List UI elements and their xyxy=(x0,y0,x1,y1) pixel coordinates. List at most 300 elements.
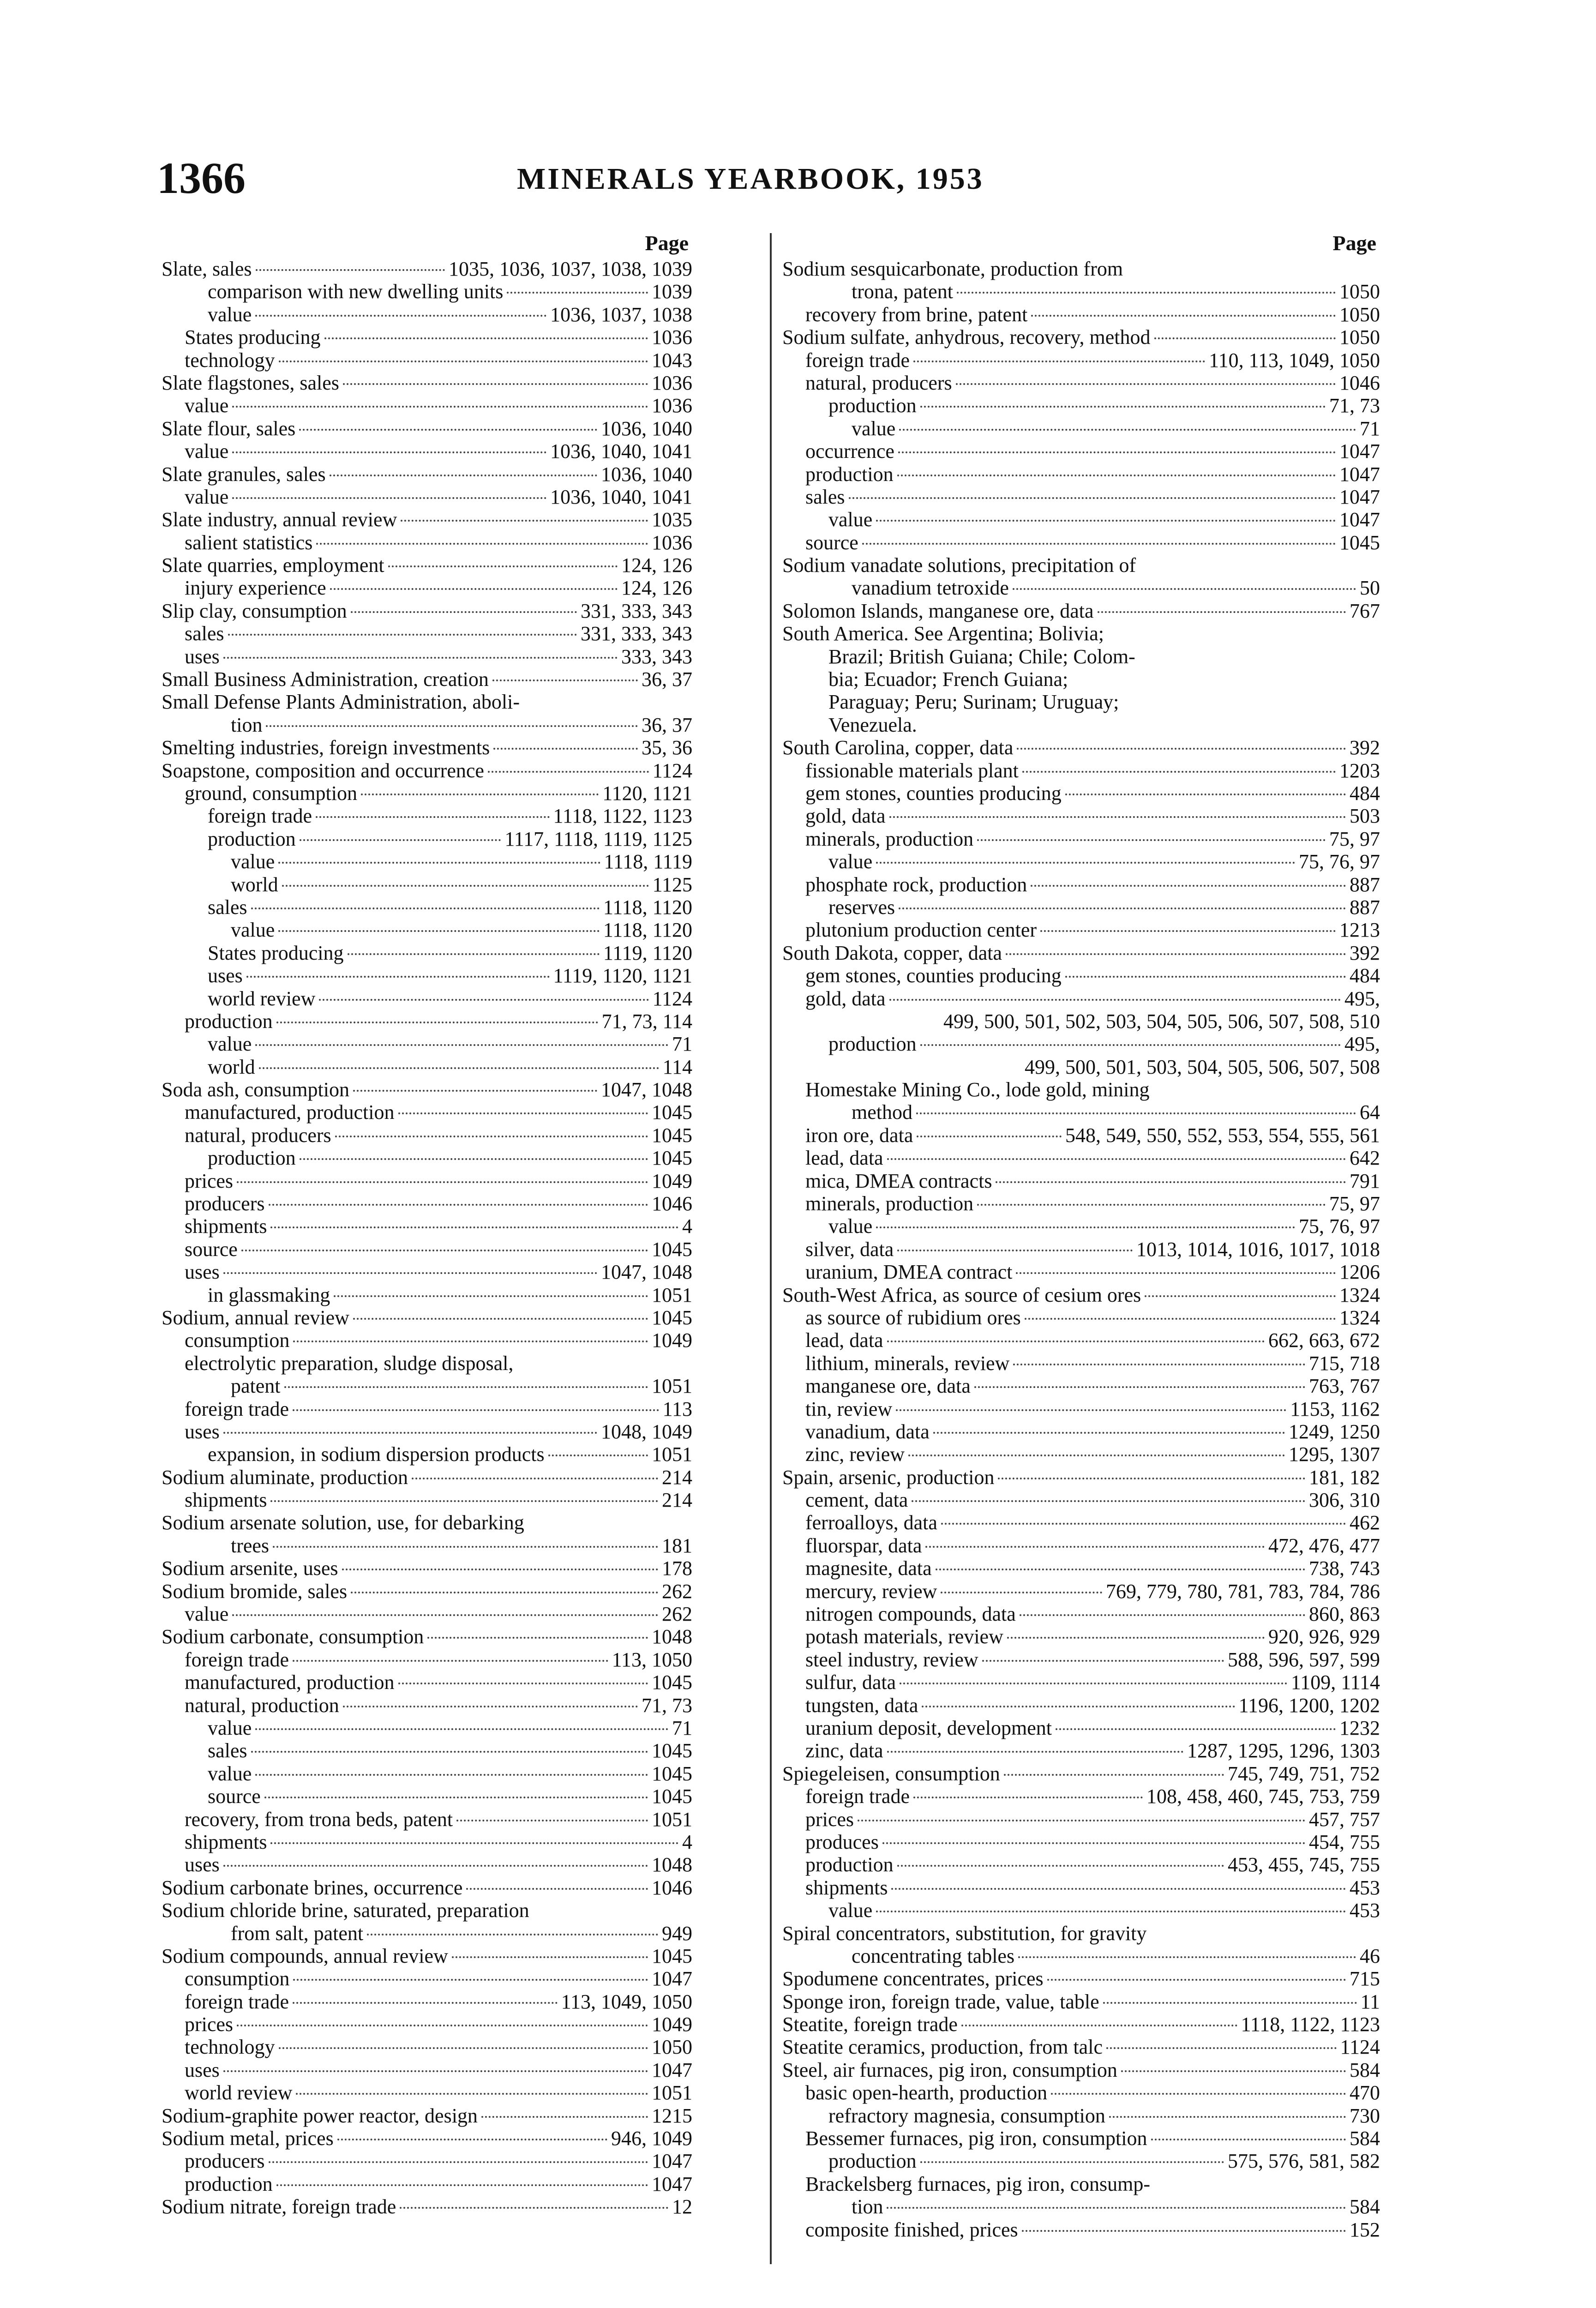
index-entry xyxy=(782,1853,1380,1876)
entry-term: value xyxy=(231,850,275,873)
entry-term: Solomon Islands, manganese ore, data xyxy=(782,599,1094,622)
entry-pages: 860, 863 xyxy=(1309,1603,1380,1626)
entry-pages: 1049 xyxy=(652,2013,692,2036)
entry-term: recovery from brine, patent xyxy=(805,303,1028,326)
dot-leader xyxy=(319,999,648,1001)
entry-pages: 110, 113, 1049, 1050 xyxy=(1209,349,1380,372)
index-entry xyxy=(162,1945,692,1967)
dot-leader xyxy=(398,1683,648,1684)
entry-term: uses xyxy=(185,1853,220,1876)
dot-leader xyxy=(279,2047,648,2049)
dot-leader xyxy=(1013,588,1356,590)
dot-leader xyxy=(300,1158,648,1160)
dot-leader xyxy=(481,2116,648,2118)
entry-pages: 181, 182 xyxy=(1309,1466,1380,1489)
index-entry xyxy=(782,1945,1380,1967)
entry-pages: 71 xyxy=(672,1033,692,1056)
entry-term: tion xyxy=(231,713,263,736)
entry-pages: 769, 779, 780, 781, 783, 784, 786 xyxy=(1106,1580,1380,1603)
running-title: MINERALS YEARBOOK, 1953 xyxy=(517,162,984,196)
entry-term: value xyxy=(185,485,229,508)
entry-term: tion xyxy=(852,2195,883,2218)
dot-leader xyxy=(269,1204,648,1206)
entry-pages: 1045 xyxy=(652,1762,692,1785)
entry-pages: 306, 310 xyxy=(1309,1489,1380,1512)
index-entry xyxy=(162,873,692,896)
dot-leader xyxy=(493,748,638,750)
index-entry xyxy=(782,1056,1380,1078)
entry-pages: 470 xyxy=(1350,2081,1380,2104)
dot-leader xyxy=(241,1250,648,1251)
index-entry xyxy=(162,987,692,1010)
dot-leader xyxy=(343,383,648,385)
dot-leader xyxy=(916,1112,1356,1114)
dot-leader xyxy=(1006,953,1346,955)
dot-leader xyxy=(316,543,648,545)
entry-term: production xyxy=(828,1033,917,1056)
entry-term: Paraguay; Peru; Surinam; Uruguay; xyxy=(828,691,1119,714)
dot-leader xyxy=(232,406,648,408)
index-entry xyxy=(162,1215,692,1238)
dot-leader xyxy=(900,1683,1287,1684)
entry-pages: 484 xyxy=(1350,964,1380,987)
entry-pages: 1050 xyxy=(1339,303,1380,326)
index-entry xyxy=(162,1101,692,1124)
dot-leader xyxy=(401,520,648,522)
dot-leader xyxy=(264,1797,648,1798)
dot-leader xyxy=(876,862,1295,864)
entry-term: Soda ash, consumption xyxy=(162,1078,349,1101)
entry-term: uranium deposit, development xyxy=(805,1717,1052,1739)
index-entry xyxy=(782,1192,1380,1215)
entry-pages: 1050 xyxy=(1339,280,1380,303)
dot-leader xyxy=(889,999,1341,1001)
entry-term: fluorspar, data xyxy=(805,1534,922,1557)
dot-leader xyxy=(897,1865,1224,1867)
index-entry xyxy=(162,1831,692,1853)
entry-pages: 920, 926, 929 xyxy=(1268,1625,1380,1648)
column-divider xyxy=(770,233,772,2264)
index-entry xyxy=(782,440,1380,463)
entry-pages: 1047 xyxy=(652,2058,692,2081)
entry-term: natural, producers xyxy=(805,371,952,394)
dot-leader xyxy=(223,1272,597,1274)
entry-term: Slate quarries, employment xyxy=(162,554,384,577)
index-entry xyxy=(782,2081,1380,2104)
entry-term: uses xyxy=(185,1420,220,1443)
index-entry xyxy=(782,1215,1380,1238)
index-entry xyxy=(162,759,692,782)
entry-term: mica, DMEA contracts xyxy=(805,1169,992,1192)
entry-pages: 1045 xyxy=(652,1147,692,1170)
entry-pages: 1324 xyxy=(1339,1306,1380,1329)
dot-leader xyxy=(232,1614,658,1616)
entry-pages: 949 xyxy=(662,1922,692,1945)
index-entry xyxy=(782,1466,1380,1489)
index-entry xyxy=(782,531,1380,554)
entry-term: Bessemer furnaces, pig iron, consumption xyxy=(805,2127,1147,2150)
entry-pages: 1051 xyxy=(652,1443,692,1466)
index-entry xyxy=(162,2059,692,2081)
entry-term: Sodium sulfate, anhydrous, recovery, method xyxy=(782,326,1151,349)
entry-pages: 75, 76, 97 xyxy=(1299,850,1380,873)
dot-leader xyxy=(398,1112,648,1114)
index-entry xyxy=(162,1420,692,1443)
dot-leader xyxy=(255,1774,648,1776)
entry-term: foreign trade xyxy=(185,1990,289,2013)
entry-pages: 495, xyxy=(1344,1033,1380,1056)
index-entry xyxy=(162,1078,692,1101)
entry-pages: 1051 xyxy=(652,2081,692,2104)
entry-pages: 887 xyxy=(1350,873,1380,896)
entry-pages: 1118, 1120 xyxy=(603,919,692,942)
entry-pages: 124, 126 xyxy=(621,577,692,600)
entry-pages: 1045 xyxy=(652,1101,692,1124)
index-entry xyxy=(162,782,692,805)
entry-term: uses xyxy=(208,964,243,987)
dot-leader xyxy=(293,1660,608,1662)
entry-term: basic open-hearth, production xyxy=(805,2081,1048,2104)
dot-leader xyxy=(1018,1956,1356,1958)
entry-term: manufactured, production xyxy=(185,1101,395,1124)
dot-leader xyxy=(548,1455,648,1456)
entry-term: value xyxy=(231,919,275,942)
dot-leader xyxy=(278,862,600,864)
dot-leader xyxy=(237,2025,648,2026)
entry-pages: 1045 xyxy=(1339,531,1380,554)
index-entry xyxy=(162,440,692,463)
entry-term: bia; Ecuador; French Guiana; xyxy=(828,668,1068,691)
index-entry xyxy=(782,1352,1380,1375)
dot-leader xyxy=(961,2025,1237,2026)
index-entry xyxy=(162,1192,692,1215)
entry-pages: 453 xyxy=(1350,1876,1380,1899)
entry-term: natural, production xyxy=(185,1694,339,1717)
index-entry xyxy=(782,554,1380,577)
index-entry xyxy=(782,736,1380,759)
dot-leader xyxy=(296,2093,648,2095)
entry-term: Small Business Administration, creation xyxy=(162,668,489,691)
entry-pages: 64 xyxy=(1360,1101,1380,1124)
entry-term: silver, data xyxy=(805,1238,894,1261)
entry-pages: 1124 xyxy=(652,759,692,782)
entry-pages: 1118, 1119 xyxy=(604,850,692,873)
entry-term: foreign trade xyxy=(805,1785,910,1808)
index-entry xyxy=(782,668,1380,691)
dot-leader xyxy=(255,315,546,317)
dot-leader xyxy=(279,361,648,362)
index-entry xyxy=(782,622,1380,645)
dot-leader xyxy=(388,565,618,567)
entry-pages: 1046 xyxy=(652,1876,692,1899)
index-entry xyxy=(162,1124,692,1147)
entry-term: recovery, from trona beds, patent xyxy=(185,1808,453,1831)
index-entry xyxy=(782,850,1380,873)
dot-leader xyxy=(1098,611,1346,613)
dot-leader xyxy=(1004,1774,1224,1776)
entry-term: gold, data xyxy=(805,987,886,1010)
entry-pages: 1213 xyxy=(1339,919,1380,942)
entry-pages: 331, 333, 343 xyxy=(581,599,692,622)
entry-pages: 1324 xyxy=(1339,1283,1380,1306)
entry-term: producers xyxy=(185,1192,265,1215)
entry-term: Slate flagstones, sales xyxy=(162,371,339,394)
entry-pages: 1048, 1049 xyxy=(601,1420,692,1443)
entry-pages: 1039 xyxy=(652,280,692,303)
index-entry xyxy=(162,2013,692,2036)
entry-pages: 1045 xyxy=(652,1785,692,1808)
entry-term: electrolytic preparation, sludge disposal, xyxy=(185,1352,514,1375)
dot-leader xyxy=(1047,1979,1346,1981)
entry-pages: 36, 37 xyxy=(642,668,692,691)
index-entry xyxy=(162,1398,692,1420)
entry-term: Sodium arsenate solution, use, for debarking xyxy=(162,1511,524,1534)
dot-leader xyxy=(400,2207,668,2209)
entry-term: Slate, sales xyxy=(162,258,252,280)
index-entry xyxy=(782,1306,1380,1329)
page-column-label: Page xyxy=(1332,231,1376,255)
entry-pages: 1035 xyxy=(652,508,692,531)
entry-term: lead, data xyxy=(805,1147,883,1170)
entry-term: from salt, patent xyxy=(231,1922,364,1945)
dot-leader xyxy=(335,1136,648,1137)
dot-leader xyxy=(891,1888,1346,1890)
entry-term: Sodium aluminate, production xyxy=(162,1466,408,1489)
entry-term: Sodium carbonate brines, occurrence xyxy=(162,1876,463,1899)
entry-pages: 1047, 1048 xyxy=(601,1261,692,1284)
entry-term: Brazil; British Guiana; Chile; Colom- xyxy=(828,645,1135,668)
index-entry xyxy=(782,1831,1380,1853)
entry-term: world xyxy=(231,873,278,896)
entry-pages: 738, 743 xyxy=(1309,1557,1380,1580)
entry-term: shipments xyxy=(185,1830,267,1853)
entry-term: natural, producers xyxy=(185,1124,331,1147)
entry-term: value xyxy=(208,1717,252,1739)
dot-leader xyxy=(913,1797,1143,1798)
dot-leader xyxy=(330,475,597,476)
index-entry xyxy=(782,349,1380,372)
entry-pages: 472, 476, 477 xyxy=(1268,1534,1380,1557)
entry-term: Steel, air furnaces, pig iron, consumption xyxy=(782,2058,1117,2081)
index-entry xyxy=(162,1056,692,1078)
entry-term: foreign trade xyxy=(185,1648,289,1671)
entry-term: zinc, data xyxy=(805,1739,883,1762)
index-entry xyxy=(782,600,1380,622)
index-entry xyxy=(782,1785,1380,1808)
entry-term: steel industry, review xyxy=(805,1648,978,1671)
dot-leader xyxy=(1121,2070,1346,2072)
entry-term: prices xyxy=(185,1169,234,1192)
entry-pages: 1153, 1162 xyxy=(1290,1397,1380,1420)
entry-pages: 499, 500, 501, 502, 503, 504, 505, 506, 507, 508, 510 xyxy=(943,1010,1380,1033)
entry-pages: 1047, 1048 xyxy=(601,1078,692,1101)
entry-pages: 1047 xyxy=(1339,485,1380,508)
entry-term: Venezuela. xyxy=(828,713,917,736)
entry-term: iron ore, data xyxy=(805,1124,913,1147)
dot-leader xyxy=(293,1979,648,1981)
entry-pages: 1036 xyxy=(652,394,692,417)
entry-pages: 1109, 1114 xyxy=(1290,1671,1380,1694)
dot-leader xyxy=(849,497,1336,499)
dot-leader xyxy=(223,657,618,659)
dot-leader xyxy=(293,1340,648,1342)
index-entry xyxy=(162,1648,692,1671)
entry-term: world review xyxy=(208,987,316,1010)
entry-term: Sodium compounds, annual review xyxy=(162,1944,448,1967)
index-entry xyxy=(162,622,692,645)
entry-pages: 1043 xyxy=(652,349,692,372)
dot-leader xyxy=(300,839,501,841)
entry-term: value xyxy=(185,394,229,417)
dot-leader xyxy=(1025,1318,1336,1320)
entry-pages: 453, 455, 745, 755 xyxy=(1228,1853,1380,1876)
entry-term: shipments xyxy=(185,1215,267,1238)
entry-term: producers xyxy=(185,2150,265,2173)
entry-term: lithium, minerals, review xyxy=(805,1352,1010,1375)
dot-leader xyxy=(237,1181,648,1183)
index-entry xyxy=(782,1443,1380,1466)
entry-term: uses xyxy=(185,645,220,668)
index-entry xyxy=(782,1101,1380,1124)
entry-pages: 1206 xyxy=(1339,1261,1380,1284)
entry-pages: 642 xyxy=(1350,1147,1380,1170)
entry-term: sales xyxy=(208,1739,247,1762)
entry-term: vanadium tetroxide xyxy=(852,577,1009,600)
dot-leader xyxy=(293,2002,558,2004)
index-entry xyxy=(782,372,1380,394)
index-entry xyxy=(162,1762,692,1785)
index-entry xyxy=(162,1306,692,1329)
index-entry xyxy=(162,1899,692,1922)
index-entry xyxy=(782,1876,1380,1899)
index-entry xyxy=(162,1284,692,1306)
entry-term: production xyxy=(185,1010,273,1033)
index-entry xyxy=(782,303,1380,326)
dot-leader xyxy=(232,497,546,499)
entry-term: Homestake Mining Co., lode gold, mining xyxy=(805,1078,1150,1101)
index-entry xyxy=(162,964,692,987)
dot-leader xyxy=(941,1523,1346,1525)
dot-leader xyxy=(897,1250,1133,1251)
page-column-label: Page xyxy=(645,231,689,255)
index-entry xyxy=(782,1762,1380,1785)
entry-term: Spiegeleisen, consumption xyxy=(782,1762,1000,1785)
entry-term: States producing xyxy=(185,326,321,349)
index-entry xyxy=(162,1990,692,2013)
entry-pages: 1125 xyxy=(652,873,692,896)
entry-pages: 763, 767 xyxy=(1309,1375,1380,1398)
dot-leader xyxy=(452,1956,648,1958)
index-entry xyxy=(782,1990,1380,2013)
entry-pages: 887 xyxy=(1350,896,1380,919)
dot-leader xyxy=(223,1865,648,1867)
entry-term: world review xyxy=(185,2081,293,2104)
entry-term: prices xyxy=(805,1808,854,1831)
entry-pages: 1036 xyxy=(652,326,692,349)
dot-leader xyxy=(1103,2002,1357,2004)
index-entry xyxy=(162,805,692,827)
entry-term: minerals, production xyxy=(805,827,974,850)
index-entry xyxy=(782,1329,1380,1352)
dot-leader xyxy=(899,908,1346,909)
entry-term: tungsten, data xyxy=(805,1694,918,1717)
index-entry xyxy=(782,1534,1380,1557)
dot-leader xyxy=(998,1478,1305,1479)
dot-leader xyxy=(1013,1364,1305,1365)
index-entry xyxy=(782,782,1380,805)
dot-leader xyxy=(862,543,1336,545)
index-entry xyxy=(162,896,692,919)
index-entries-left xyxy=(162,258,692,2218)
entry-term: produces xyxy=(805,1830,879,1853)
index-column-left xyxy=(162,231,692,2218)
dot-leader xyxy=(913,361,1205,362)
entry-term: production xyxy=(185,2172,273,2195)
entry-pages: 1048 xyxy=(652,1625,692,1648)
index-entry xyxy=(782,2127,1380,2150)
dot-leader xyxy=(1040,930,1336,932)
entry-term: South America. See Argentina; Bolivia; xyxy=(782,622,1104,645)
dot-leader xyxy=(887,1751,1183,1753)
index-entry xyxy=(162,1238,692,1261)
dot-leader xyxy=(367,1934,658,1935)
entry-pages: 1050 xyxy=(652,2036,692,2059)
dot-leader xyxy=(276,2184,648,2186)
dot-leader xyxy=(876,520,1336,522)
entry-pages: 791 xyxy=(1350,1169,1380,1192)
dot-leader xyxy=(933,1432,1285,1434)
entry-pages: 4 xyxy=(682,1215,692,1238)
entry-pages: 1118, 1120 xyxy=(603,896,692,919)
entry-pages: 1051 xyxy=(652,1283,692,1306)
entry-pages: 1036 xyxy=(652,531,692,554)
entry-term: trona, patent xyxy=(852,280,953,303)
entry-pages: 108, 458, 460, 745, 753, 759 xyxy=(1146,1785,1380,1808)
index-entry xyxy=(782,987,1380,1010)
dot-leader xyxy=(353,1318,648,1320)
entry-term: South Dakota, copper, data xyxy=(782,941,1002,964)
entry-pages: 114 xyxy=(662,1055,692,1078)
entry-pages: 715 xyxy=(1350,1967,1380,1990)
dot-leader xyxy=(266,725,638,727)
entry-pages: 11 xyxy=(1360,1990,1380,2013)
entry-term: magnesite, data xyxy=(805,1557,932,1580)
index-entry xyxy=(162,691,692,713)
index-entry xyxy=(162,1534,692,1557)
index-entry xyxy=(782,1261,1380,1283)
index-entry xyxy=(162,1717,692,1739)
entry-pages: 214 xyxy=(662,1489,692,1512)
entry-pages: 1120, 1121 xyxy=(602,781,692,805)
index-entry xyxy=(782,2218,1380,2241)
entry-term: Small Defense Plants Administration, aboli- xyxy=(162,691,520,714)
entry-pages: 457, 757 xyxy=(1309,1808,1380,1831)
entry-pages: 1036 xyxy=(652,371,692,394)
dot-leader xyxy=(996,1181,1346,1183)
entry-pages: 1203 xyxy=(1339,759,1380,782)
entry-term: Sodium carbonate, consumption xyxy=(162,1625,424,1648)
entry-term: composite finished, prices xyxy=(805,2218,1018,2241)
entry-pages: 1051 xyxy=(652,1808,692,1831)
index-entry xyxy=(162,1808,692,1831)
index-entry xyxy=(782,896,1380,919)
entry-pages: 46 xyxy=(1360,1944,1380,1967)
index-entry xyxy=(782,1010,1380,1033)
entry-term: Brackelsberg furnaces, pig iron, consump- xyxy=(805,2172,1150,2195)
index-entry xyxy=(782,2195,1380,2218)
index-entry xyxy=(162,2036,692,2058)
index-entry xyxy=(162,828,692,850)
